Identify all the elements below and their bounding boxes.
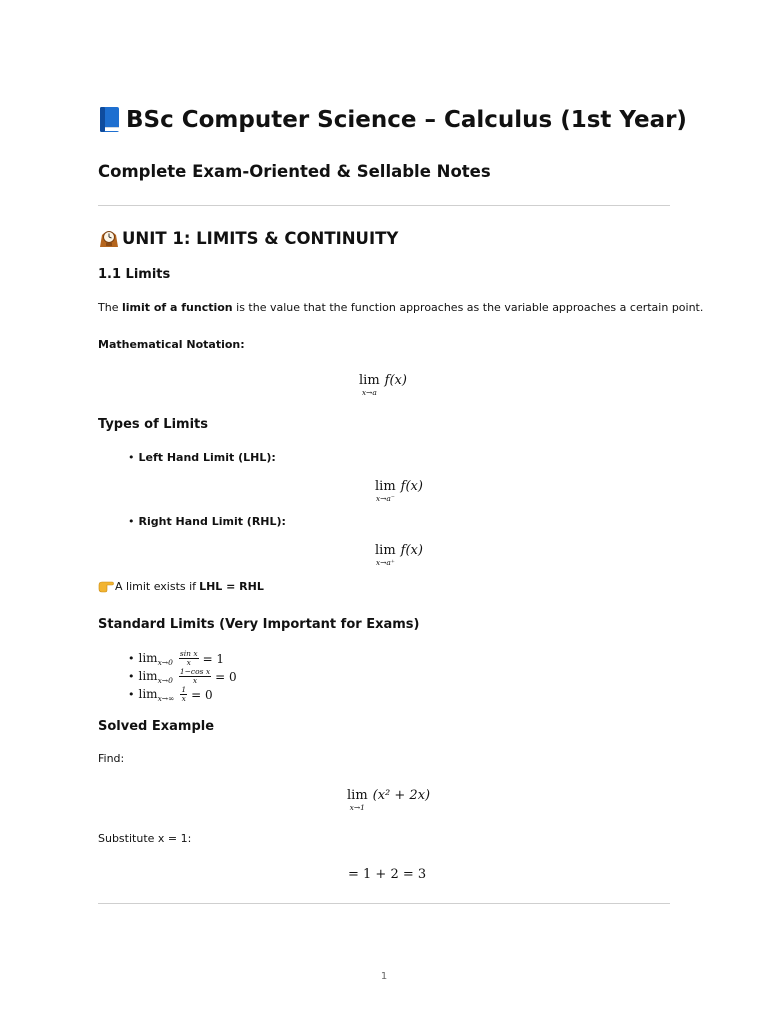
types-heading: Types of Limits (98, 417, 208, 432)
standard-limits-heading: Standard Limits (Very Important for Exams) (98, 617, 420, 632)
bullet-dot: • (128, 670, 135, 683)
limit-value: = 1 (202, 651, 225, 666)
lim-expression: f(x) (400, 479, 423, 494)
page-number: 1 (380, 971, 388, 982)
fraction-numerator: sin x (179, 649, 198, 658)
fraction-numerator: 1−cos x (179, 667, 211, 676)
fraction (180, 686, 187, 703)
intro-text-pre: The (98, 301, 122, 314)
lim-operator: lim (375, 543, 396, 558)
fraction-denominator: x (181, 694, 186, 703)
lhl-label: Left Hand Limit (LHL): (138, 451, 276, 464)
rhl-bullet (128, 515, 286, 528)
bullet-dot: • (128, 688, 135, 701)
fraction-denominator: x (192, 676, 198, 685)
lim-subscript: x→1 (349, 803, 365, 812)
substitute-label: Substitute x = 1: (98, 832, 192, 845)
standard-limit-item (128, 686, 213, 703)
intro-text-post: is the value that the function approaches as the variable approaches a certain point. (232, 301, 704, 314)
limit-value: = 0 (215, 669, 237, 684)
lim-operator: lim (359, 373, 380, 388)
lim-subscript: x→a⁻ (375, 494, 395, 503)
book-icon (98, 106, 122, 134)
divider (98, 903, 670, 904)
unit-heading (98, 227, 398, 249)
page-subtitle: Complete Exam-Oriented & Sellable Notes (98, 162, 491, 181)
standard-limit-item (128, 650, 224, 667)
divider (98, 205, 670, 206)
fraction-numerator: 1 (181, 685, 187, 694)
intro-text-bold: limit of a function (121, 301, 233, 314)
example-result: = 1 + 2 = 3 (348, 867, 427, 882)
rhl-formula (375, 544, 423, 567)
limit-value: = 0 (191, 687, 213, 702)
standard-limit-item (128, 668, 237, 685)
lim-expression: (x² + 2x) (372, 788, 431, 803)
lim-operator: $\lim_{x\to\infty}$ (138, 686, 175, 703)
exists-condition: LHL = RHL (199, 579, 264, 593)
notation-formula (359, 374, 407, 397)
pointing-hand-icon (98, 579, 114, 593)
lim-subscript: x→a⁺ (375, 558, 395, 567)
intro-paragraph (98, 301, 703, 314)
clock-icon (98, 227, 120, 249)
lim-subscript: x→0 (157, 657, 173, 667)
exists-text: A limit exists if (115, 579, 197, 593)
lim-operator: $\lim_{x\to 0}$ (138, 668, 173, 685)
bullet-dot: • (128, 515, 135, 528)
lhl-formula (375, 480, 423, 503)
section-heading-limits: 1.1 Limits (98, 267, 171, 282)
find-label: Find: (98, 752, 125, 765)
fraction (179, 668, 211, 685)
fraction (179, 650, 199, 667)
limit-exists-note (98, 579, 264, 593)
lhl-bullet (128, 451, 276, 464)
rhl-label: Right Hand Limit (RHL): (138, 515, 286, 528)
unit-heading-text: UNIT 1: LIMITS & CONTINUITY (122, 228, 399, 248)
lim-expression: f(x) (400, 543, 423, 558)
page-title-text: BSc Computer Science – Calculus (1st Year) (126, 107, 687, 133)
lim-operator: $\lim_{x\to 0}$ (138, 650, 173, 667)
lim-operator: lim (347, 788, 368, 803)
fraction-denominator: x (186, 658, 191, 667)
page-title (98, 106, 687, 134)
bullet-dot: • (128, 652, 135, 665)
example-formula (347, 789, 430, 812)
solved-example-heading: Solved Example (98, 719, 215, 734)
lim-subscript: x→0 (157, 675, 173, 685)
lim-subscript: x→∞ (157, 693, 175, 703)
notation-label: Mathematical Notation: (98, 338, 245, 351)
bullet-dot: • (128, 451, 135, 464)
lim-subscript: x→a (361, 388, 377, 397)
lim-operator: lim (375, 479, 396, 494)
lim-expression: f(x) (384, 373, 407, 388)
